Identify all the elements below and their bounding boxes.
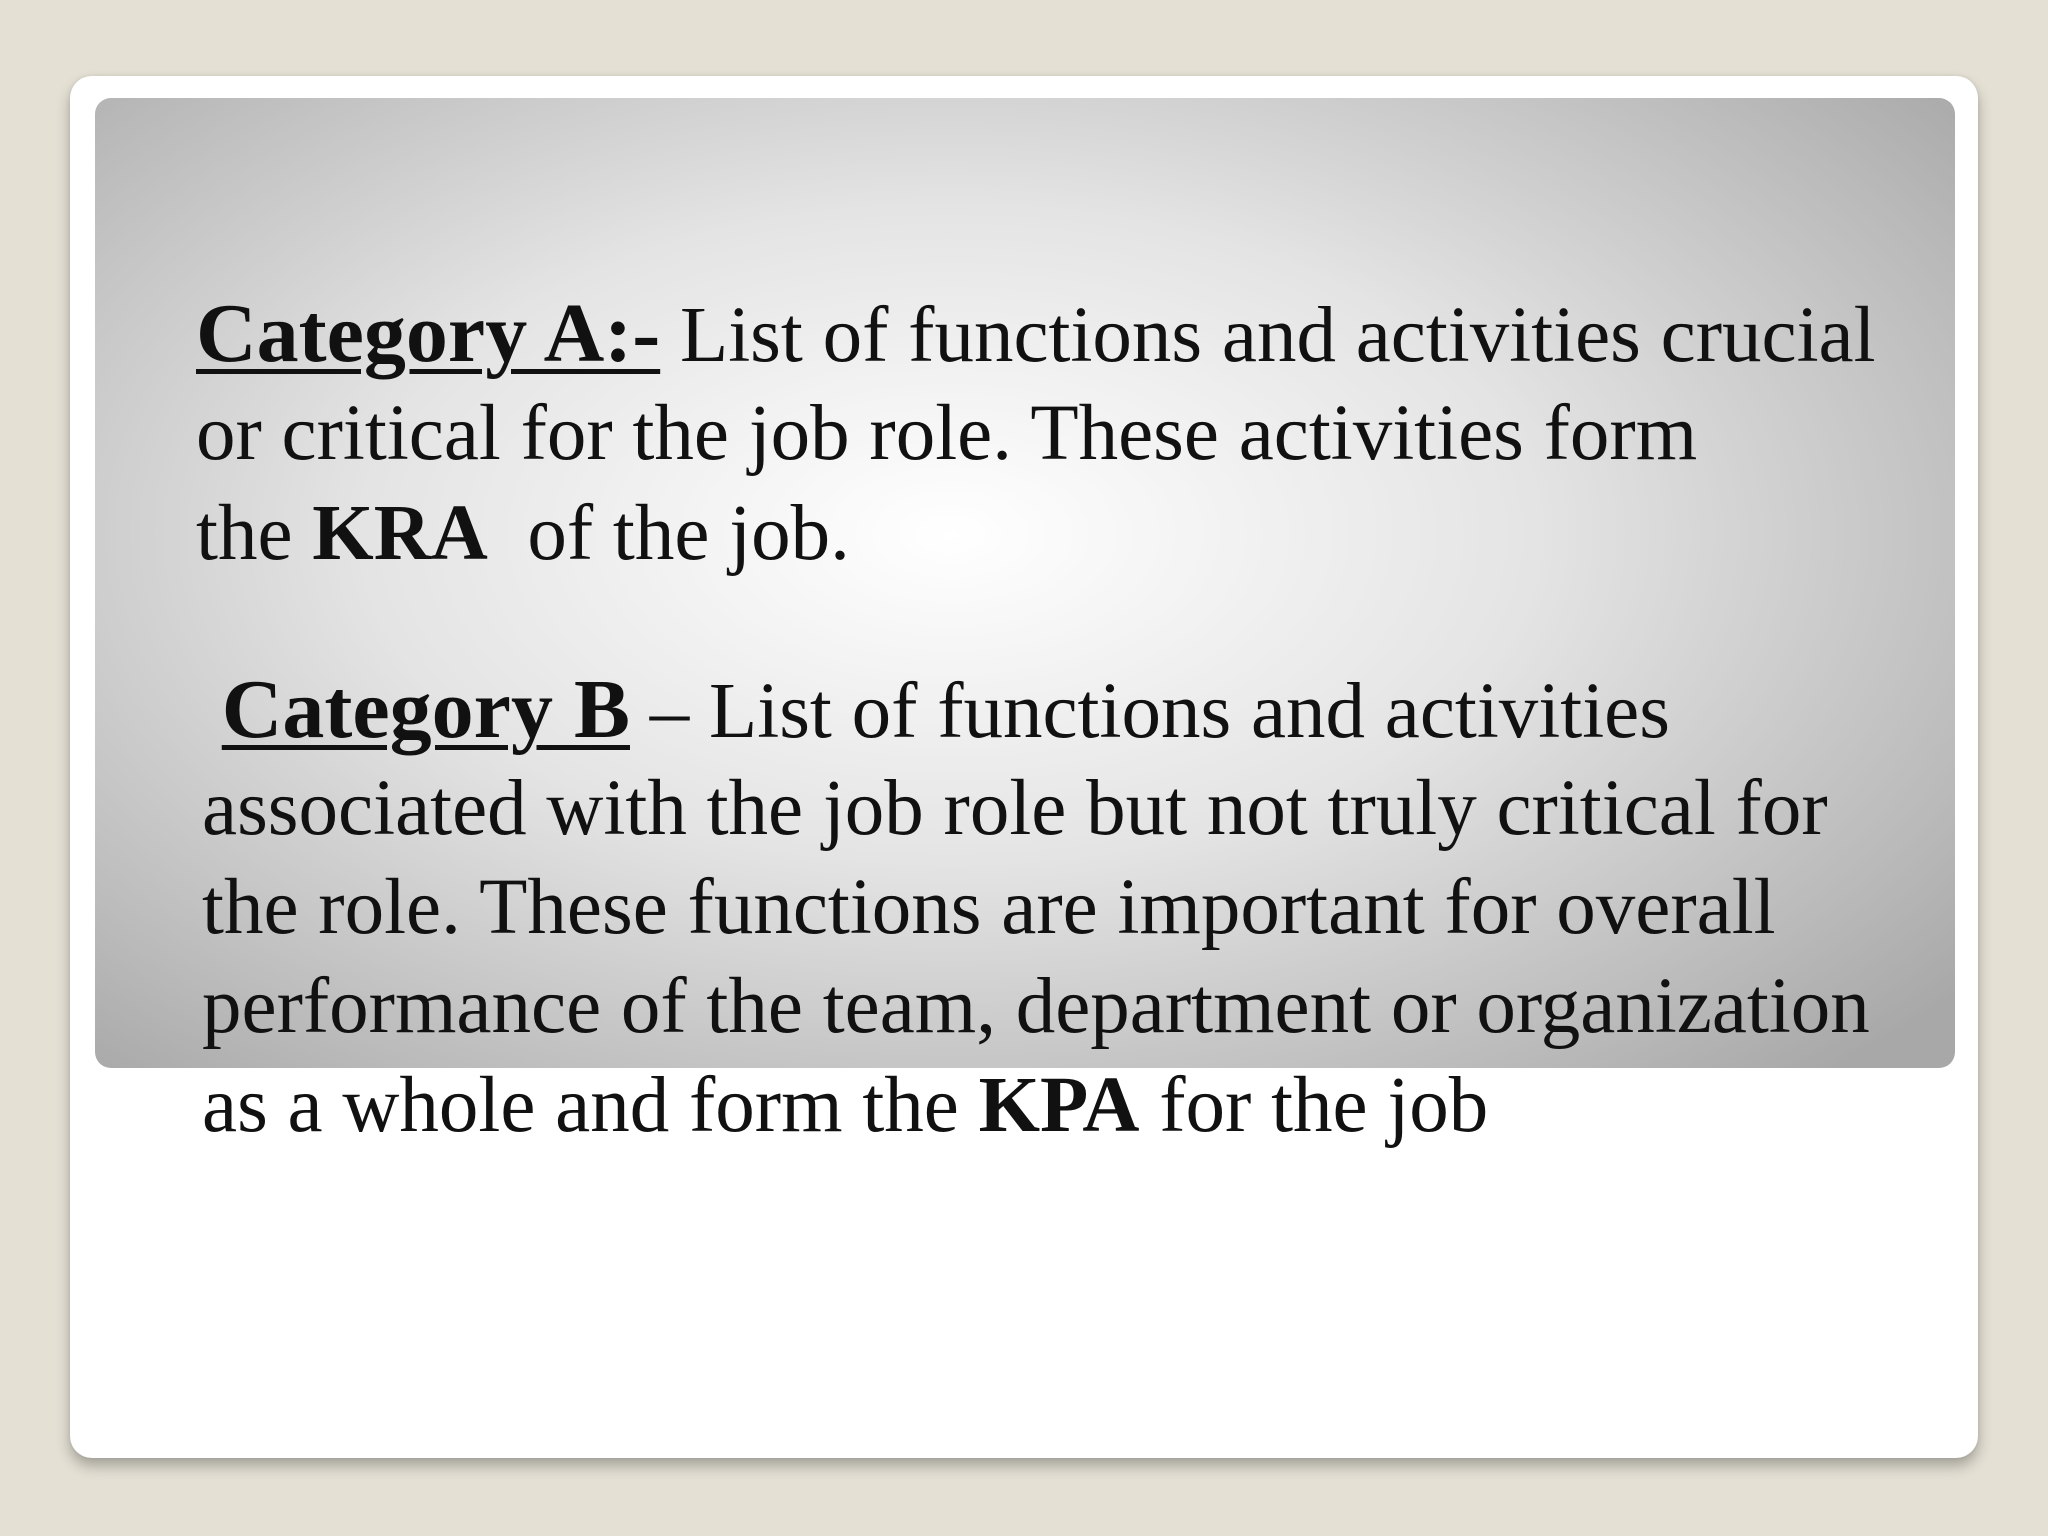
category-a-line-3 <box>196 484 2016 584</box>
category-b-lead-space <box>202 668 222 755</box>
category-b-line-1 <box>202 660 2016 759</box>
category-a-title: Category A:- <box>196 287 661 380</box>
body-text <box>196 284 2016 1155</box>
category-a-line-1-text: List of functions and activities crucial <box>660 292 1876 379</box>
category-b-line-1-text: – List of functions and activities <box>629 668 1670 755</box>
kpa-term: KPA <box>978 1062 1140 1149</box>
category-b-line-5 <box>202 1056 2016 1155</box>
category-b-line-3: the role. These functions are important for overall <box>202 864 1776 951</box>
category-a-line-3-post: of the job. <box>487 490 850 577</box>
category-a-line-3-pre: the <box>196 490 313 577</box>
category-a-line-1 <box>196 284 2016 384</box>
kra-term: KRA <box>312 490 488 577</box>
slide <box>70 76 1978 1458</box>
category-b-title: Category B <box>221 663 630 756</box>
category-b-line-5-post: for the job <box>1139 1062 1489 1149</box>
category-a-paragraph <box>196 284 2016 584</box>
category-b-line-4: performance of the team, department or organization <box>202 963 1870 1050</box>
category-a-line-2: or critical for the job role. These activities form <box>196 390 1698 477</box>
category-b-line-2: associated with the job role but not truly critical for <box>202 765 1828 852</box>
category-b-paragraph <box>196 660 2016 1155</box>
category-b-line-5-pre: as a whole and form the <box>202 1062 979 1149</box>
